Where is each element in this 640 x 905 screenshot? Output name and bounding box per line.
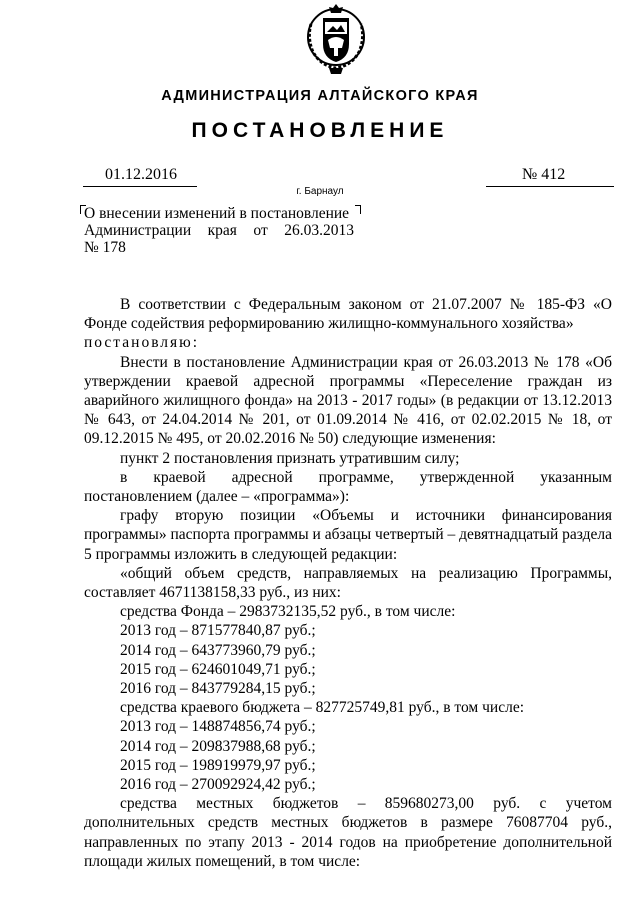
subject-line-1: О внесении изменений в постановление: [84, 205, 350, 222]
subject-word: от: [253, 222, 268, 239]
amendment-paragraph: Внести в постановление Администрации края от 26.03.2013 № 178 «Об утверждении краевой адресной программы «Переселение граждан из аварийного жилищного фонда» на 2013 - 2017 годы» (в редакции от 13.12.2013 № 643, от 24.04.2014 № 201, от 01.09.2014 № 416, от 02.02.2015 № 18, от 09.12.2015 № 495, от 20.02.2016 № 50) следующие изменения:: [84, 353, 612, 448]
subject-line-3: № 178: [84, 239, 126, 256]
regional-year-line: 2016 год – 270092924,42 руб.;: [120, 776, 316, 794]
issuing-authority: АДМИНИСТРАЦИЯ АЛТАЙСКОГО КРАЯ: [161, 88, 479, 104]
clause-paragraph: пункт 2 постановления признать утратившим силу;: [120, 449, 460, 467]
regional-year-line: 2014 год – 209837988,68 руб.;: [120, 737, 316, 755]
subject-line-2: [84, 222, 354, 239]
fund-total-line: средства Фонда – 2983732135,52 руб., в том числе:: [120, 603, 456, 621]
subject-block: [84, 205, 360, 256]
local-budget-paragraph: средства местных бюджетов – 859680273,00 руб. с учетом дополнительных средств местных бюджетов в размере 76087704 руб., направленных по этапу 2013 - 2014 годов на приобретение дополнительной площади жилых помещений, в том числе:: [84, 795, 612, 870]
total-funds-paragraph: «общий объем средств, направляемых на реализацию Программы, составляет 4671138158,33 руб., из них:: [84, 564, 612, 602]
fund-year-line: 2015 год – 624601049,71 руб.;: [120, 660, 316, 678]
preamble-paragraph: В соответствии с Федеральным законом от 21.07.2007 № 185-ФЗ «О Фонде содействия реформированию жилищно-коммунального хозяйства»: [84, 296, 612, 333]
regional-year-line: 2013 год – 148874856,74 руб.;: [120, 718, 316, 736]
regional-total-line: средства краевого бюджета – 827725749,81 руб., в том числе:: [120, 699, 524, 717]
resolves-word: постановляю:: [84, 334, 200, 352]
subject-word: 26.03.2013: [284, 222, 354, 239]
fund-year-line: 2013 год – 871577840,87 руб.;: [120, 622, 316, 640]
fund-year-line: 2014 год – 643773960,79 руб.;: [120, 641, 316, 659]
program-paragraph: в краевой адресной программе, утвержденной указанным постановлением (далее – «программа»):: [84, 468, 612, 506]
subject-word: края: [207, 222, 237, 239]
issue-city: г. Барнаул: [296, 186, 344, 197]
column-paragraph: графу вторую позиции «Объемы и источники финансирования программы» паспорта программы и абзацы четвертый – девятнадцатый раздела 5 программы изложить в следующей редакции:: [84, 507, 612, 563]
regional-year-line: 2015 год – 198919979,97 руб.;: [120, 756, 316, 774]
fund-year-line: 2016 год – 843779284,15 руб.;: [120, 680, 316, 698]
coat-of-arms-emblem: [303, 4, 369, 76]
document-date: 01.12.2016: [105, 166, 177, 183]
document-number: № 412: [522, 166, 566, 183]
document-type-title: ПОСТАНОВЛЕНИЕ: [191, 119, 449, 142]
document-body: [84, 295, 612, 871]
subject-word: Администрации: [84, 222, 192, 239]
